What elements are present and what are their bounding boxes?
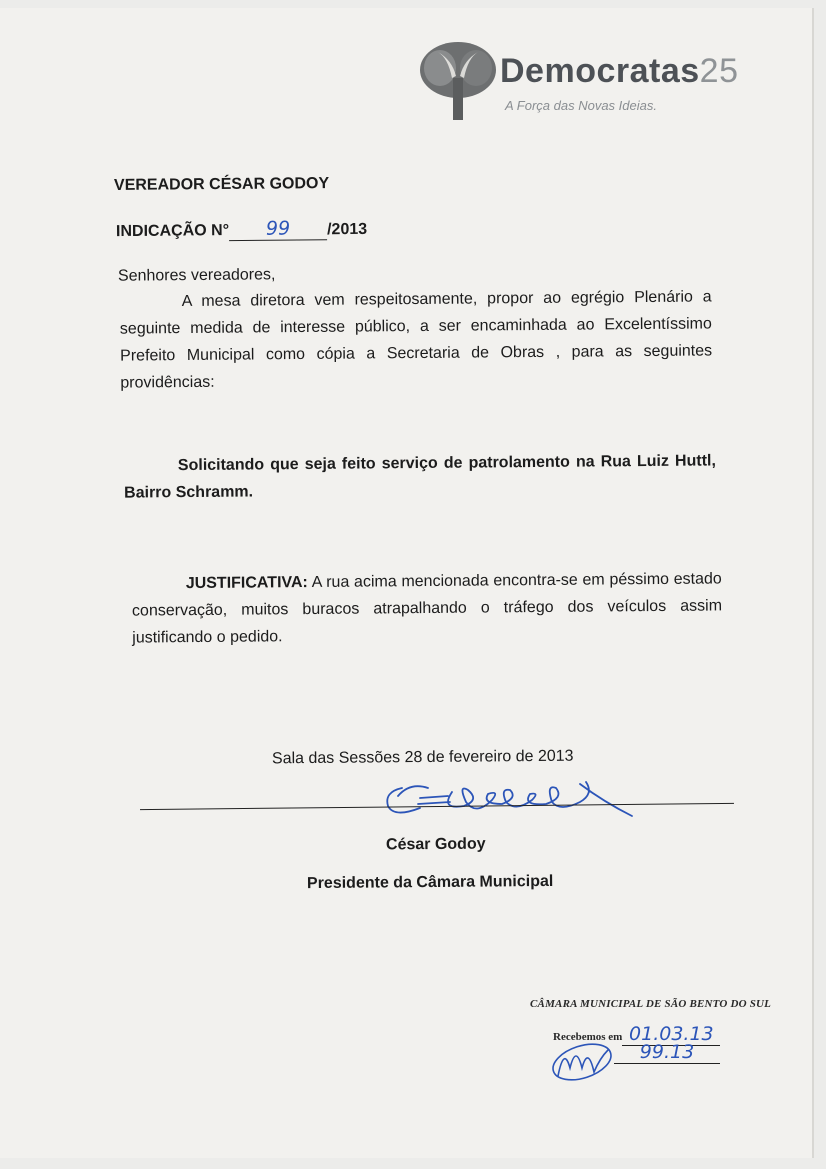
justificativa-label: JUSTIFICATIVA: [185,574,308,593]
democratas-tree-logo [418,38,498,122]
stamp-received: Recebemos em 01.03.13 [553,1023,720,1046]
logo-wordmark: Democratas25 [500,52,739,90]
intro-paragraph: A mesa diretora vem respeitosamente, propor ao egrégio Plenário a seguinte medida de interesse público, a ser encaminhada ao Excelentíssimo Prefeito Municipal como cópia a Secretaria de Obras , para as seguintes providências: [119,288,713,392]
logo-tagline: A Força das Novas Ideias. [505,98,657,113]
vereador-heading: VEREADOR CÉSAR GODOY [113,175,330,194]
place-date: Sala das Sessões 28 de fevereiro de 2013 [271,747,574,768]
indicacao-number: 99 [265,217,291,240]
document-page [0,8,814,1158]
stamp-title: CÂMARA MUNICIPAL DE SÃO BENTO DO SUL [530,998,772,1010]
salutation: Senhores vereadores, [117,266,276,285]
signature [380,772,640,824]
protocol-number: 99.13 [639,1041,695,1063]
signer-title: Presidente da Câmara Municipal [306,872,554,893]
justificativa-paragraph: JUSTIFICATIVA: A rua acima mencionada encontra-se em péssimo estado conservação, muitos buracos atrapalhando o tráfego dos veículos assim justificando o pedido. [131,570,723,647]
signer-name: César Godoy [385,835,486,854]
received-date: 01.03.13 [629,1023,714,1045]
indicacao-line: INDICAÇÃO N° 99 /2013 [115,217,368,241]
protocol-line [614,1041,720,1064]
request-paragraph: Solicitando que seja feito serviço de patrolamento na Rua Luiz Huttl, Bairro Schramm. [124,452,716,502]
